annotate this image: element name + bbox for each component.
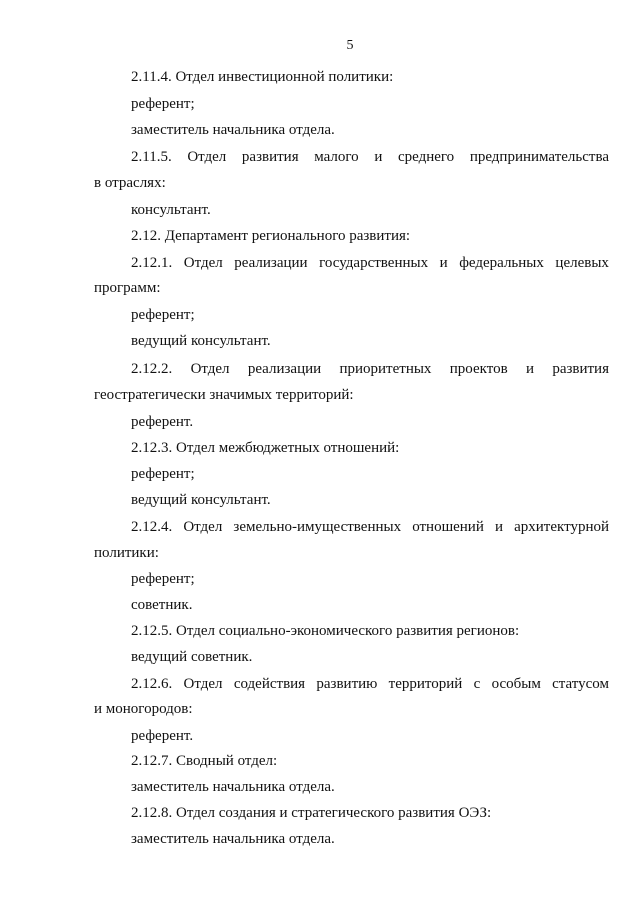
word: и xyxy=(439,255,448,271)
position-line: заместитель начальника отдела. xyxy=(131,779,335,795)
item-2-12-8: 2.12.8. Отдел создания и стратегического развития ОЭЗ: xyxy=(131,805,492,821)
position-line: заместитель начальника отдела. xyxy=(131,831,335,847)
item-2-12-3: 2.12.3. Отдел межбюджетных отношений: xyxy=(131,440,400,456)
word: 2.11.5. xyxy=(131,149,172,165)
word: Отдел xyxy=(183,676,223,692)
word: государственных xyxy=(319,255,429,271)
word: и xyxy=(525,361,534,377)
word: приоритетных xyxy=(339,361,432,377)
word: Отдел xyxy=(190,361,230,377)
item-2-12-2 xyxy=(131,360,609,378)
word: и xyxy=(374,149,383,165)
item-2-12-7: 2.12.7. Сводный отдел: xyxy=(131,753,278,769)
item-2-12-5: 2.12.5. Отдел социально-экономического развития регионов: xyxy=(131,623,520,639)
word: предпринимательства xyxy=(469,149,609,165)
word: среднего xyxy=(397,149,455,165)
position-line: референт. xyxy=(131,728,194,744)
word: территорий xyxy=(388,676,463,692)
word: 2.12.2. xyxy=(131,361,173,377)
item-2-12-6 xyxy=(131,675,609,693)
word: земельно-имущественных xyxy=(233,519,402,535)
item-2-12-4 xyxy=(131,518,609,536)
word: целевых xyxy=(555,255,609,271)
continuation-line: геостратегически значимых территорий: xyxy=(94,387,354,403)
word: проектов xyxy=(449,361,508,377)
word: с xyxy=(473,676,481,692)
word: Отдел xyxy=(187,149,227,165)
item-2-12-1 xyxy=(131,254,609,272)
word: содействия xyxy=(233,676,306,692)
position-line: референт; xyxy=(131,307,195,323)
continuation-line: и моногородов: xyxy=(94,701,193,717)
position-line: ведущий советник. xyxy=(131,649,253,665)
word: Отдел xyxy=(183,255,223,271)
word: отношений xyxy=(412,519,484,535)
word: развития xyxy=(241,149,299,165)
position-line: ведущий консультант. xyxy=(131,492,271,508)
word: федеральных xyxy=(459,255,544,271)
position-line: ведущий консультант. xyxy=(131,333,271,349)
word: статусом xyxy=(552,676,609,692)
word: реализации xyxy=(234,255,308,271)
position-line: советник. xyxy=(131,597,193,613)
continuation-line: в отраслях: xyxy=(94,175,166,191)
position-line: консультант. xyxy=(131,202,211,218)
continuation-line: программ: xyxy=(94,280,161,296)
word: и xyxy=(494,519,503,535)
word: 2.12.1. xyxy=(131,255,173,271)
word: архитектурной xyxy=(514,519,609,535)
word: развитию xyxy=(316,676,378,692)
item-2-11-4: 2.11.4. Отдел инвестиционной политики: xyxy=(131,69,394,85)
continuation-line: политики: xyxy=(94,545,159,561)
position-line: референт; xyxy=(131,466,195,482)
position-line: референт; xyxy=(131,571,195,587)
section-2-12: 2.12. Департамент регионального развития: xyxy=(131,228,411,244)
word: 2.12.4. xyxy=(131,519,173,535)
position-line: референт. xyxy=(131,414,194,430)
position-line: заместитель начальника отдела. xyxy=(131,122,335,138)
word: малого xyxy=(314,149,359,165)
word: Отдел xyxy=(183,519,223,535)
item-2-11-5 xyxy=(131,148,609,166)
word: реализации xyxy=(247,361,322,377)
position-line: референт; xyxy=(131,96,195,112)
word: 2.12.6. xyxy=(131,676,173,692)
page-number: 5 xyxy=(346,38,354,53)
word: развития xyxy=(552,361,609,377)
word: особым xyxy=(491,676,541,692)
